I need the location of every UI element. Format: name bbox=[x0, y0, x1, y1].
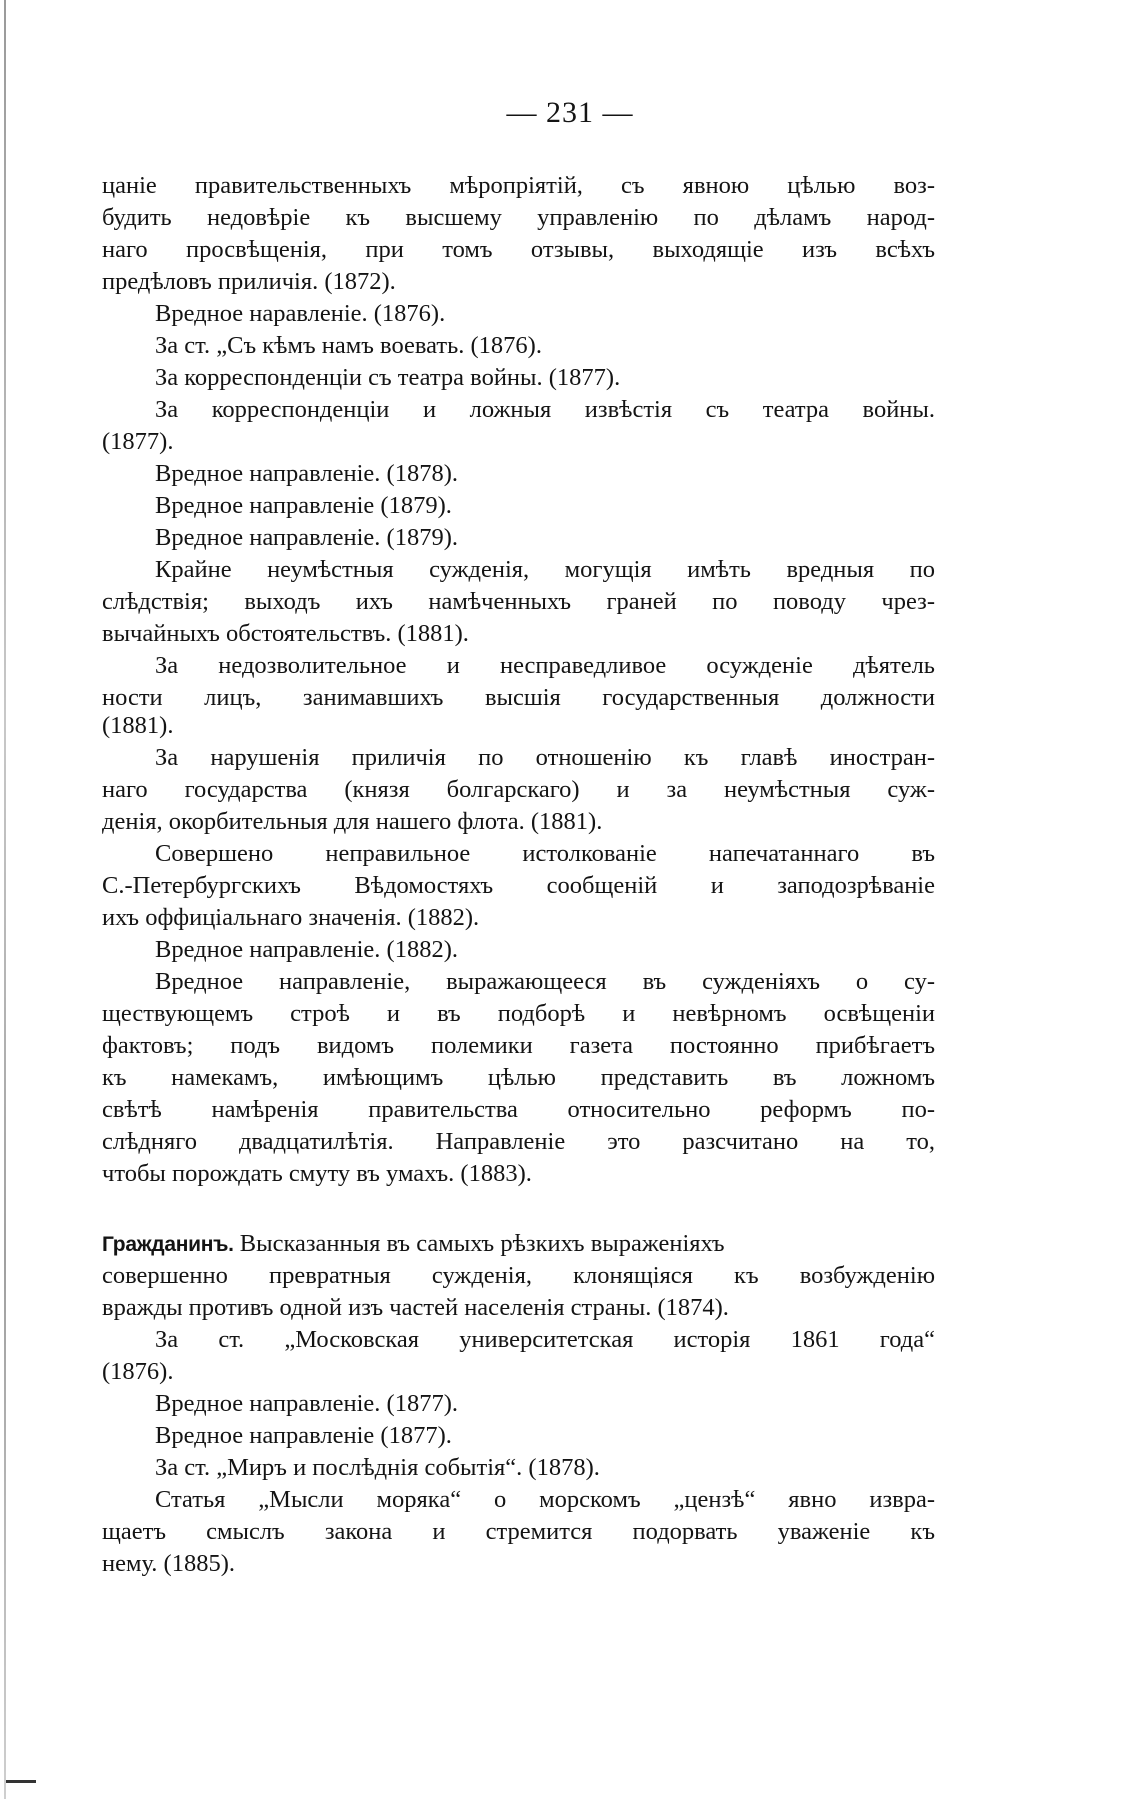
text-line: вычайныхъ обстоятельствъ. (1881). bbox=[102, 620, 469, 647]
text-line: ихъ оффиціальнаго значенія. (1882). bbox=[102, 904, 480, 931]
page-number: — 231 — bbox=[506, 96, 634, 129]
text-line: Совершено неправильное истолкованіе напечатаннаго въ bbox=[155, 840, 935, 867]
text-line: совершенно превратныя сужденія, клонящіяся къ возбужденію bbox=[102, 1262, 935, 1289]
text-line: щаетъ смыслъ закона и стремится подорвать уваженіе къ bbox=[102, 1518, 935, 1545]
text-line: Вредное направленіе. (1878). bbox=[155, 460, 458, 487]
text-fragment: Высказанныя въ самыхъ рѣзкихъ выраженіяхъ bbox=[233, 1230, 725, 1257]
text-line: нему. (1885). bbox=[102, 1550, 235, 1577]
text-line: (1877). bbox=[102, 428, 174, 455]
text-line: вражды противъ одной изъ частей населенія страны. (1874). bbox=[102, 1294, 729, 1321]
text-line: За нарушенія приличія по отношенію къ главѣ иностран- bbox=[155, 744, 935, 771]
text-line: За ст. „Миръ и послѣднія событія“. (1878). bbox=[155, 1454, 600, 1481]
text-line: слѣдствія; выходъ ихъ намѣченныхъ граней по поводу чрез- bbox=[102, 588, 935, 615]
text-line: Вредное направленіе (1879). bbox=[155, 492, 452, 519]
text-line: денія, окорбительныя для нашего флота. (1881). bbox=[102, 808, 603, 835]
section-2-first-line bbox=[102, 1232, 935, 1257]
text-line: За корреспонденціи и ложныя извѣстія съ театра войны. bbox=[155, 396, 935, 423]
text-line: предѣловъ приличія. (1872). bbox=[102, 268, 396, 295]
text-line: Статья „Мысли моряка“ о морскомъ „цензѣ“ явно извра- bbox=[155, 1486, 935, 1513]
text-line: (1881). bbox=[102, 712, 174, 739]
text-line: будить недовѣріе къ высшему управленію по дѣламъ народ- bbox=[102, 204, 935, 231]
text-line: ности лицъ, занимавшихъ высшія государственныя должности bbox=[102, 684, 935, 711]
text-line: Вредное наравленіе. (1876). bbox=[155, 300, 446, 327]
text-line: свѣтѣ намѣренія правительства относительно реформъ по- bbox=[102, 1096, 935, 1123]
text-line: наго государства (князя болгарскаго) и за неумѣстныя суж- bbox=[102, 776, 935, 803]
text-line: (1876). bbox=[102, 1358, 174, 1385]
text-line: Вредное направленіе, выражающееся въ сужденіяхъ о су- bbox=[155, 968, 935, 995]
text-line: фактовъ; подъ видомъ полемики газета постоянно прибѣгаетъ bbox=[102, 1032, 935, 1059]
text-line: Вредное направленіе. (1882). bbox=[155, 936, 458, 963]
text-line: чтобы порождать смуту въ умахъ. (1883). bbox=[102, 1160, 532, 1187]
text-line: слѣдняго двадцатилѣтія. Направленіе это разсчитано на то, bbox=[102, 1128, 935, 1155]
margin-mark bbox=[6, 1780, 36, 1783]
newspaper-title: Гражданинъ. bbox=[102, 1233, 234, 1256]
text-line: С.-Петербургскихъ Вѣдомостяхъ сообщеній и заподозрѣваніе bbox=[102, 872, 935, 899]
text-line: За недозволительное и несправедливое осужденіе дѣятель bbox=[155, 652, 935, 679]
page-edge bbox=[4, 0, 6, 1799]
text-line: къ намекамъ, имѣющимъ цѣлью представить въ ложномъ bbox=[102, 1064, 935, 1091]
text-line: Вредное направленіе. (1879). bbox=[155, 524, 458, 551]
text-line: За корреспонденціи съ театра войны. (1877). bbox=[155, 364, 621, 391]
text-line: Крайне неумѣстныя сужденія, могущія имѣть вредныя по bbox=[155, 556, 935, 583]
text-line: Вредное направленіе. (1877). bbox=[155, 1390, 458, 1417]
text-line: цаніе правительственныхъ мѣропріятій, съ явною цѣлью воз- bbox=[102, 172, 935, 199]
text-line: За ст. „Съ кѣмъ намъ воевать. (1876). bbox=[155, 332, 542, 359]
text-line: Вредное направленіе (1877). bbox=[155, 1422, 452, 1449]
text-line: За ст. „Московская университетская исторія 1861 года“ bbox=[155, 1326, 935, 1353]
text-line: наго просвѣщенія, при томъ отзывы, выходящіе изъ всѣхъ bbox=[102, 236, 935, 263]
text-line: ществующемъ строѣ и въ подборѣ и невѣрномъ освѣщеніи bbox=[102, 1000, 935, 1027]
